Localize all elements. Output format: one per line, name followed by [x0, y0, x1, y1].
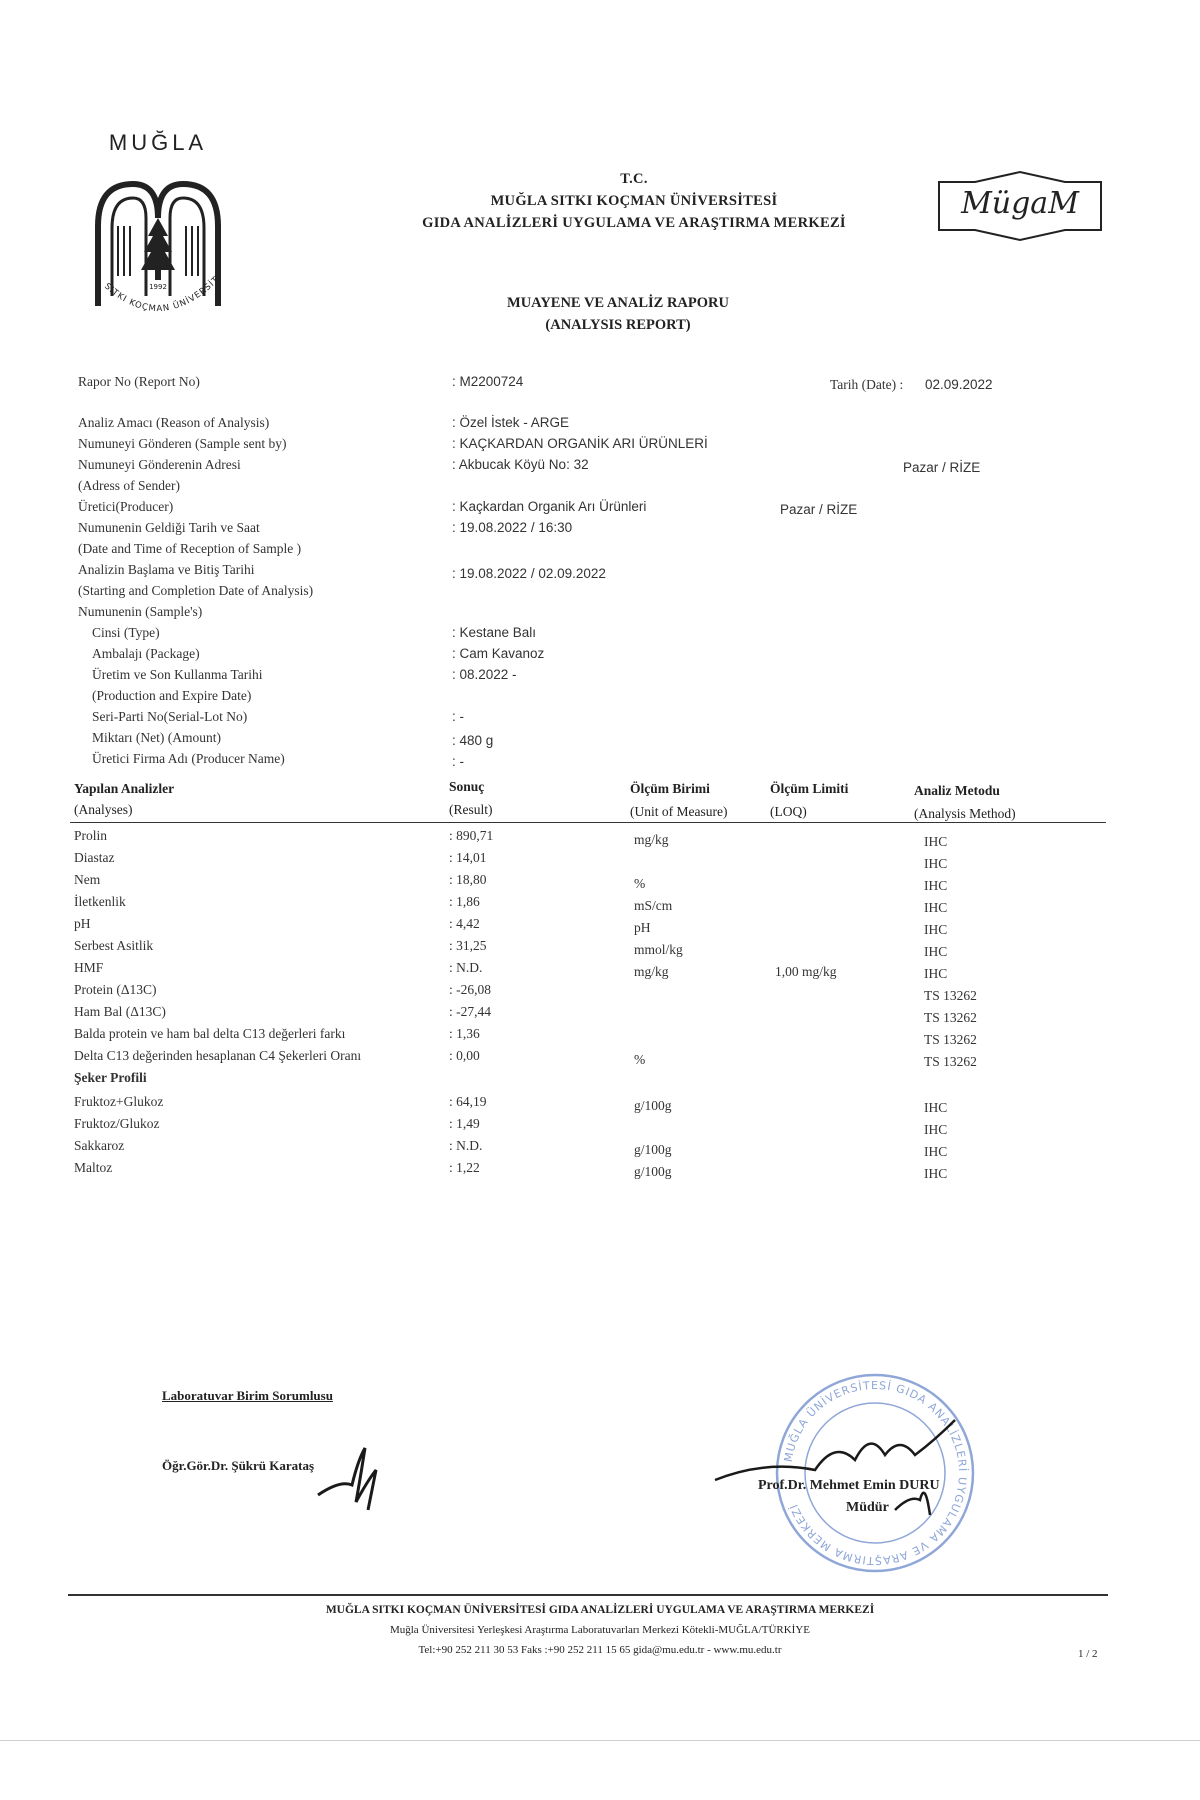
analysis-method: IHC [924, 900, 948, 915]
sugar-profile-title: Şeker Profili [74, 1070, 147, 1085]
analysis-result: : 1,86 [449, 894, 480, 909]
report-title-en: (ANALYSIS REPORT) [545, 317, 691, 333]
address-value: : Akbucak Köyü No: 32 [452, 457, 589, 472]
date-label: Tarih (Date) : [830, 377, 904, 392]
director-name: Prof.Dr. Mehmet Emin DURU [758, 1478, 940, 1493]
amount-value: : 480 g [452, 733, 494, 748]
analysis-method: IHC [924, 1100, 948, 1115]
table-header-divider [70, 822, 1106, 823]
analysis-method: IHC [924, 1166, 948, 1181]
footer-institution: MUĞLA SITKI KOÇMAN ÜNİVERSİTESİ GIDA ANALİZLERİ UYGULAMA VE ARAŞTIRMA MERKEZİ [325, 1604, 875, 1616]
analysis-loq: 1,00 mg/kg [775, 964, 837, 979]
package-value: : Cam Kavanoz [452, 646, 545, 661]
analysis-method: TS 13262 [924, 1032, 977, 1047]
lab-responsible-name: Öğr.Gör.Dr. Şükrü Karataş [162, 1458, 315, 1473]
analysis-result: : 1,36 [449, 1026, 480, 1041]
prod-exp-label: Üretim ve Son Kullanma Tarihi [92, 667, 263, 682]
analysis-method: IHC [924, 856, 948, 871]
analysis-name: Fruktoz/Glukoz [74, 1116, 160, 1131]
footer-contact: Tel:+90 252 211 30 53 Faks :+90 252 211 15 65 gida@mu.edu.tr - www.mu.edu.tr [418, 1644, 782, 1656]
footer-address: Muğla Üniversitesi Yerleşkesi Araştırma Laboratuvarları Merkezi Kötekli-MUĞLA/TÜRKİYE [389, 1624, 811, 1636]
analysis-method: IHC [924, 922, 948, 937]
analysis-result: : -27,44 [449, 1004, 491, 1019]
reason-value: : Özel İstek - ARGE [452, 415, 570, 430]
logo-wordmark: MUĞLA [108, 130, 208, 155]
analysis-unit: g/100g [634, 1164, 672, 1179]
analysis-method: IHC [924, 878, 948, 893]
address-city: Pazar / RİZE [903, 460, 981, 475]
analysis-name: Diastaz [74, 850, 115, 865]
reception-value: : 19.08.2022 / 16:30 [452, 520, 573, 535]
col-result-header-en: (Result) [449, 802, 493, 817]
col-analyses-header-en: (Analyses) [74, 802, 133, 817]
header-center: GIDA ANALİZLERİ UYGULAMA VE ARAŞTIRMA MERKEZİ [422, 215, 846, 231]
analysis-name: Sakkaroz [74, 1138, 125, 1153]
analysis-name: Balda protein ve ham bal delta C13 değerleri farkı [74, 1026, 346, 1041]
analysis-dates-label: Analizin Başlama ve Bitiş Tarihi [78, 562, 255, 577]
scan-edge-line [0, 1740, 1200, 1741]
lab-responsible-title: Laboratuvar Birim Sorumlusu [162, 1388, 333, 1403]
col-unit-header: Ölçüm Birimi [630, 781, 710, 796]
analysis-method: IHC [924, 834, 948, 849]
analysis-method: IHC [924, 966, 948, 981]
col-unit-header-en: (Unit of Measure) [630, 804, 728, 819]
package-label: Ambalajı (Package) [92, 646, 200, 661]
analysis-method: TS 13262 [924, 988, 977, 1003]
report-no-label: Rapor No (Report No) [78, 374, 200, 389]
prod-exp-label-en: (Production and Expire Date) [92, 688, 252, 703]
type-value: : Kestane Balı [452, 625, 537, 640]
analysis-unit: mg/kg [634, 964, 669, 979]
analysis-method: TS 13262 [924, 1010, 977, 1025]
analysis-name: Serbest Asitlik [74, 938, 154, 953]
analysis-result: : 64,19 [449, 1094, 487, 1109]
analysis-result: : 31,25 [449, 938, 487, 953]
prod-exp-value: : 08.2022 - [452, 667, 517, 682]
analysis-dates-value: : 19.08.2022 / 02.09.2022 [452, 566, 606, 581]
reason-label: Analiz Amacı (Reason of Analysis) [78, 415, 270, 430]
analysis-method: IHC [924, 1122, 948, 1137]
col-analyses-header: Yapılan Analizler [74, 781, 175, 796]
type-label: Cinsi (Type) [92, 625, 160, 640]
analysis-name: pH [74, 916, 91, 931]
producer-value: : Kaçkardan Organik Arı Ürünleri [452, 499, 647, 514]
analysis-name: HMF [74, 960, 104, 975]
analysis-method: IHC [924, 944, 948, 959]
analysis-unit: % [634, 1052, 646, 1067]
analysis-result: : N.D. [449, 1138, 483, 1153]
analysis-result: : N.D. [449, 960, 483, 975]
analysis-name: Maltoz [74, 1160, 113, 1175]
analysis-name: Prolin [74, 828, 108, 843]
date-value: 02.09.2022 [925, 377, 993, 392]
sender-label: Numuneyi Gönderen (Sample sent by) [78, 436, 287, 451]
analysis-method: TS 13262 [924, 1054, 977, 1069]
lot-label: Seri-Parti No(Serial-Lot No) [92, 709, 248, 724]
analysis-result: : -26,08 [449, 982, 491, 997]
director-title: Müdür [846, 1500, 889, 1515]
sample-label: Numunenin (Sample's) [78, 604, 203, 619]
producer-label: Üretici(Producer) [78, 499, 174, 514]
report-no-value: : M2200724 [452, 374, 524, 389]
mugam-logo [935, 168, 1105, 244]
analysis-result: : 1,49 [449, 1116, 480, 1131]
analysis-result: : 0,00 [449, 1048, 480, 1063]
analysis-unit: mS/cm [634, 898, 673, 913]
producer-city: Pazar / RİZE [780, 502, 858, 517]
analysis-result: : 1,22 [449, 1160, 480, 1175]
reception-label-en: (Date and Time of Reception of Sample ) [78, 541, 302, 556]
col-loq-header-en: (LOQ) [770, 804, 807, 819]
reception-label: Numunenin Geldiği Tarih ve Saat [78, 520, 260, 535]
analysis-name: Delta C13 değerinden hesaplanan C4 Şekerleri Oranı [74, 1048, 362, 1063]
lab-signature-icon [310, 1440, 390, 1520]
lot-value: : - [452, 709, 464, 724]
producer-name-value: : - [452, 754, 464, 769]
report-title-tr: MUAYENE VE ANALİZ RAPORU [507, 295, 729, 311]
analysis-unit: pH [634, 920, 651, 935]
analysis-name: Nem [74, 872, 101, 887]
col-result-header: Sonuç [449, 779, 485, 794]
analysis-name: İletkenlik [74, 894, 126, 909]
header-tc: T.C. [620, 171, 648, 187]
analysis-result: : 890,71 [449, 828, 494, 843]
col-loq-header: Ölçüm Limiti [770, 781, 849, 796]
analysis-result: : 18,80 [449, 872, 487, 887]
col-method-header: Analiz Metodu [914, 783, 1000, 798]
analysis-unit: mg/kg [634, 832, 669, 847]
analysis-dates-label-en: (Starting and Completion Date of Analysis) [78, 583, 314, 598]
analysis-name: Ham Bal (Δ13C) [74, 1004, 166, 1019]
analysis-result: : 14,01 [449, 850, 487, 865]
stamp-text: MUĞLA ÜNİVERSİTESİ GIDA ANALİZLERİ UYGULAMA VE ARAŞTIRMA MERKEZİ [781, 1378, 970, 1568]
analysis-unit: g/100g [634, 1142, 672, 1157]
analysis-unit: g/100g [634, 1098, 672, 1113]
report-title [0, 292, 1200, 336]
logo-ring-text: SITKI KOÇMAN ÜNİVERSİT [102, 274, 222, 315]
page-number: 1 / 2 [1078, 1648, 1098, 1660]
header-university: MUĞLA SITKI KOÇMAN ÜNİVERSİTESİ [490, 193, 778, 209]
address-label: Numuneyi Gönderenin Adresi [78, 457, 241, 472]
amount-label: Miktarı (Net) (Amount) [92, 730, 221, 745]
analysis-result: : 4,42 [449, 916, 480, 931]
analysis-name: Protein (Δ13C) [74, 982, 157, 997]
analysis-unit: mmol/kg [634, 942, 683, 957]
footer-divider [68, 1594, 1108, 1596]
sender-value: : KAÇKARDAN ORGANİK ARI ÜRÜNLERİ [452, 436, 708, 451]
analysis-unit: % [634, 876, 646, 891]
producer-name-label: Üretici Firma Adı (Producer Name) [92, 751, 285, 766]
mugam-logo-text: MügaM [961, 186, 1079, 221]
col-method-header-en: (Analysis Method) [914, 806, 1016, 821]
address-label-en: (Adress of Sender) [78, 478, 180, 493]
analysis-method: IHC [924, 1144, 948, 1159]
logo-year: 1992 [149, 283, 167, 291]
analysis-name: Fruktoz+Glukoz [74, 1094, 164, 1109]
